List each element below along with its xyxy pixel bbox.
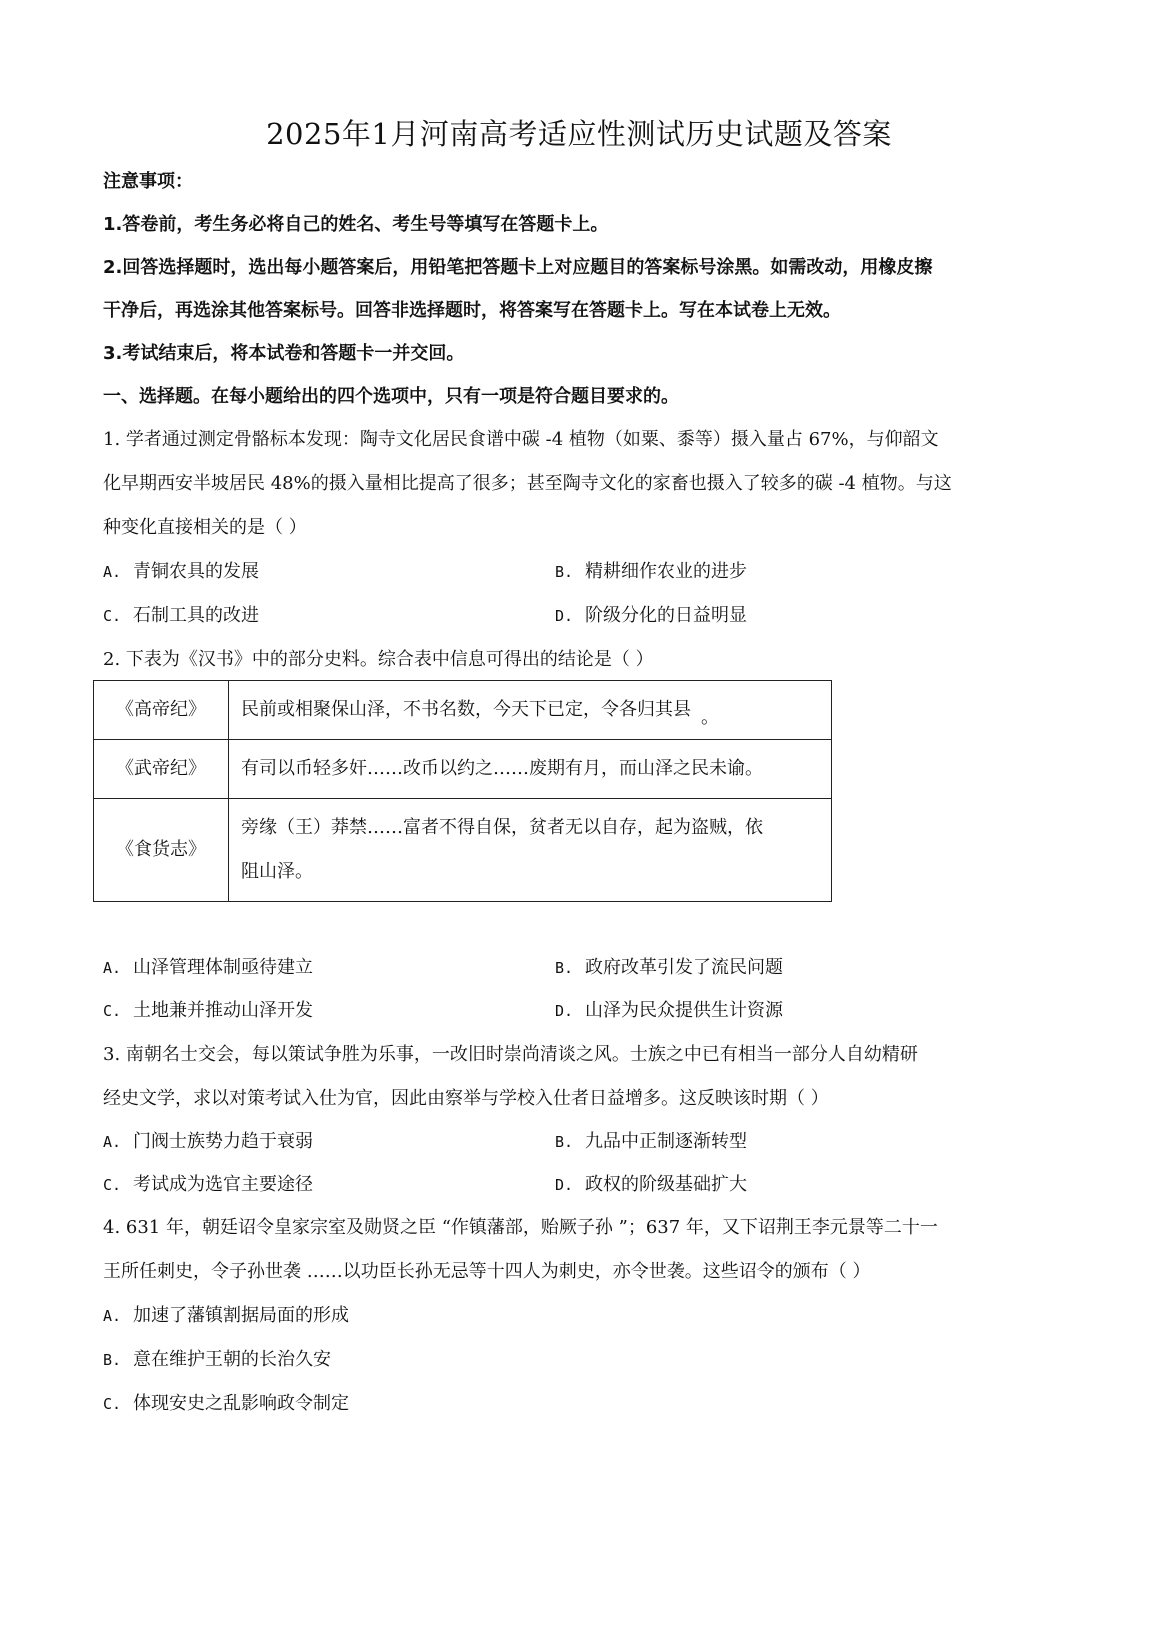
option-text: 加速了藩镇割据局面的形成 — [133, 1305, 349, 1326]
option-letter: D. — [555, 607, 574, 625]
option-text: 精耕细作农业的进步 — [585, 561, 747, 582]
option-letter: B. — [555, 959, 574, 977]
option-text: 青铜农具的发展 — [133, 561, 259, 582]
q1-option-a — [103, 560, 259, 584]
notice-item: 1.答卷前，考生务必将自己的姓名、考生号等填写在答题卡上。 — [103, 214, 609, 235]
table-row — [94, 681, 832, 740]
table-cell-text — [229, 681, 832, 740]
source-table — [93, 680, 832, 902]
q1-option-c — [103, 604, 259, 628]
option-letter: B. — [555, 1133, 574, 1151]
question-2-stem: 2. 下表为《汉书》中的部分史料。综合表中信息可得出的结论是（ ） — [103, 649, 654, 670]
option-letter: B. — [555, 563, 574, 581]
question-1-stem: 1. 学者通过测定骨骼标本发现：陶寺文化居民食谱中碳 -4 植物（如粟、黍等）摄入量占 67%，与仰韶文 — [103, 429, 939, 450]
question-4-stem: 4. 631 年，朝廷诏令皇家宗室及勋贤之臣 “作镇藩部，贻厥子孙 ”；637 年，又下诏荆王李元景等二十一 — [103, 1217, 938, 1238]
q4-option-c — [103, 1392, 349, 1416]
q1-option-d — [555, 604, 747, 628]
table-cell-text-main: 民前或相聚保山泽，不书名数，今天下已定，令各归其县 — [241, 699, 691, 720]
option-text: 山泽管理体制亟待建立 — [133, 957, 313, 978]
option-letter: C. — [103, 1176, 122, 1194]
option-text: 考试成为选官主要途径 — [133, 1174, 313, 1195]
q2-option-c — [103, 999, 313, 1023]
q3-option-d — [555, 1173, 747, 1197]
table-cell-text — [229, 799, 832, 902]
question-3-stem: 经史文学，求以对策考试入仕为官，因此由察举与学校入仕者日益增多。这反映该时期（ ） — [103, 1088, 829, 1109]
q4-option-b — [103, 1348, 331, 1372]
question-3-stem: 3. 南朝名士交会，每以策试争胜为乐事，一改旧时崇尚清谈之风。士族之中已有相当一部分人自幼精研 — [103, 1044, 918, 1065]
option-letter: C. — [103, 1002, 122, 1020]
section-heading: 一、选择题。在每小题给出的四个选项中，只有一项是符合题目要求的。 — [103, 386, 679, 407]
table-cell-source: 《武帝纪》 — [94, 740, 229, 799]
table-cell-source: 《食货志》 — [94, 799, 229, 902]
option-text: 政府改革引发了流民问题 — [585, 957, 783, 978]
option-text: 阶级分化的日益明显 — [585, 605, 747, 626]
table-row — [94, 740, 832, 799]
q2-option-a — [103, 956, 313, 980]
option-letter: C. — [103, 607, 122, 625]
option-text: 意在维护王朝的长治久安 — [133, 1349, 331, 1370]
option-letter: A. — [103, 1307, 122, 1325]
table-cell-line: 阻山泽。 — [241, 861, 313, 882]
option-letter: A. — [103, 1133, 122, 1151]
table-cell-source: 《高帝纪》 — [94, 681, 229, 740]
option-letter: B. — [103, 1351, 122, 1369]
option-text: 山泽为民众提供生计资源 — [585, 1000, 783, 1021]
option-letter: D. — [555, 1002, 574, 1020]
option-text: 土地兼并推动山泽开发 — [133, 1000, 313, 1021]
table-cell-text: 有司以币轻多奸……改币以约之……废期有月，而山泽之民未谕。 — [229, 740, 832, 799]
option-text: 九品中正制逐渐转型 — [585, 1131, 747, 1152]
q1-option-b — [555, 560, 747, 584]
q3-option-a — [103, 1130, 313, 1154]
notice-item: 干净后，再选涂其他答案标号。回答非选择题时，将答案写在答题卡上。写在本试卷上无效。 — [103, 300, 841, 321]
table-row — [94, 799, 832, 902]
question-1-stem: 化早期西安半坡居民 48%的摄入量相比提高了很多；甚至陶寺文化的家畜也摄入了较多的碳 -4 植物。与这 — [103, 473, 952, 494]
option-letter: C. — [103, 1395, 122, 1413]
option-text: 体现安史之乱影响政令制定 — [133, 1393, 349, 1414]
table-cell-line: 旁缘（王）莽禁……富者不得自保，贫者无以自存，起为盗贼，依 — [241, 817, 763, 838]
notice-heading: 注意事项： — [103, 171, 193, 192]
option-text: 政权的阶级基础扩大 — [585, 1174, 747, 1195]
q3-option-c — [103, 1173, 313, 1197]
question-1-stem: 种变化直接相关的是（ ） — [103, 517, 307, 538]
question-4-stem: 王所任刺史，令子孙世袭 ……以功臣长孙无忌等十四人为刺史，亦令世袭。这些诏令的颁布（ ） — [103, 1261, 871, 1282]
notice-item: 3.考试结束后，将本试卷和答题卡一并交回。 — [103, 343, 465, 364]
notice-item: 2.回答选择题时，选出每小题答案后，用铅笔把答题卡上对应题目的答案标号涂黑。如需改动，用橡皮擦 — [103, 257, 933, 278]
option-letter: A. — [103, 563, 122, 581]
q2-option-d — [555, 999, 783, 1023]
option-text: 门阀士族势力趋于衰弱 — [133, 1131, 313, 1152]
q4-option-a — [103, 1304, 349, 1328]
option-text: 石制工具的改进 — [133, 605, 259, 626]
option-letter: A. — [103, 959, 122, 977]
page-title: 2025年1月河南高考适应性测试历史试题及答案 — [266, 117, 892, 151]
table-cell-text-tail: 。 — [701, 707, 719, 728]
option-letter: D. — [555, 1176, 574, 1194]
q2-option-b — [555, 956, 783, 980]
q3-option-b — [555, 1130, 747, 1154]
